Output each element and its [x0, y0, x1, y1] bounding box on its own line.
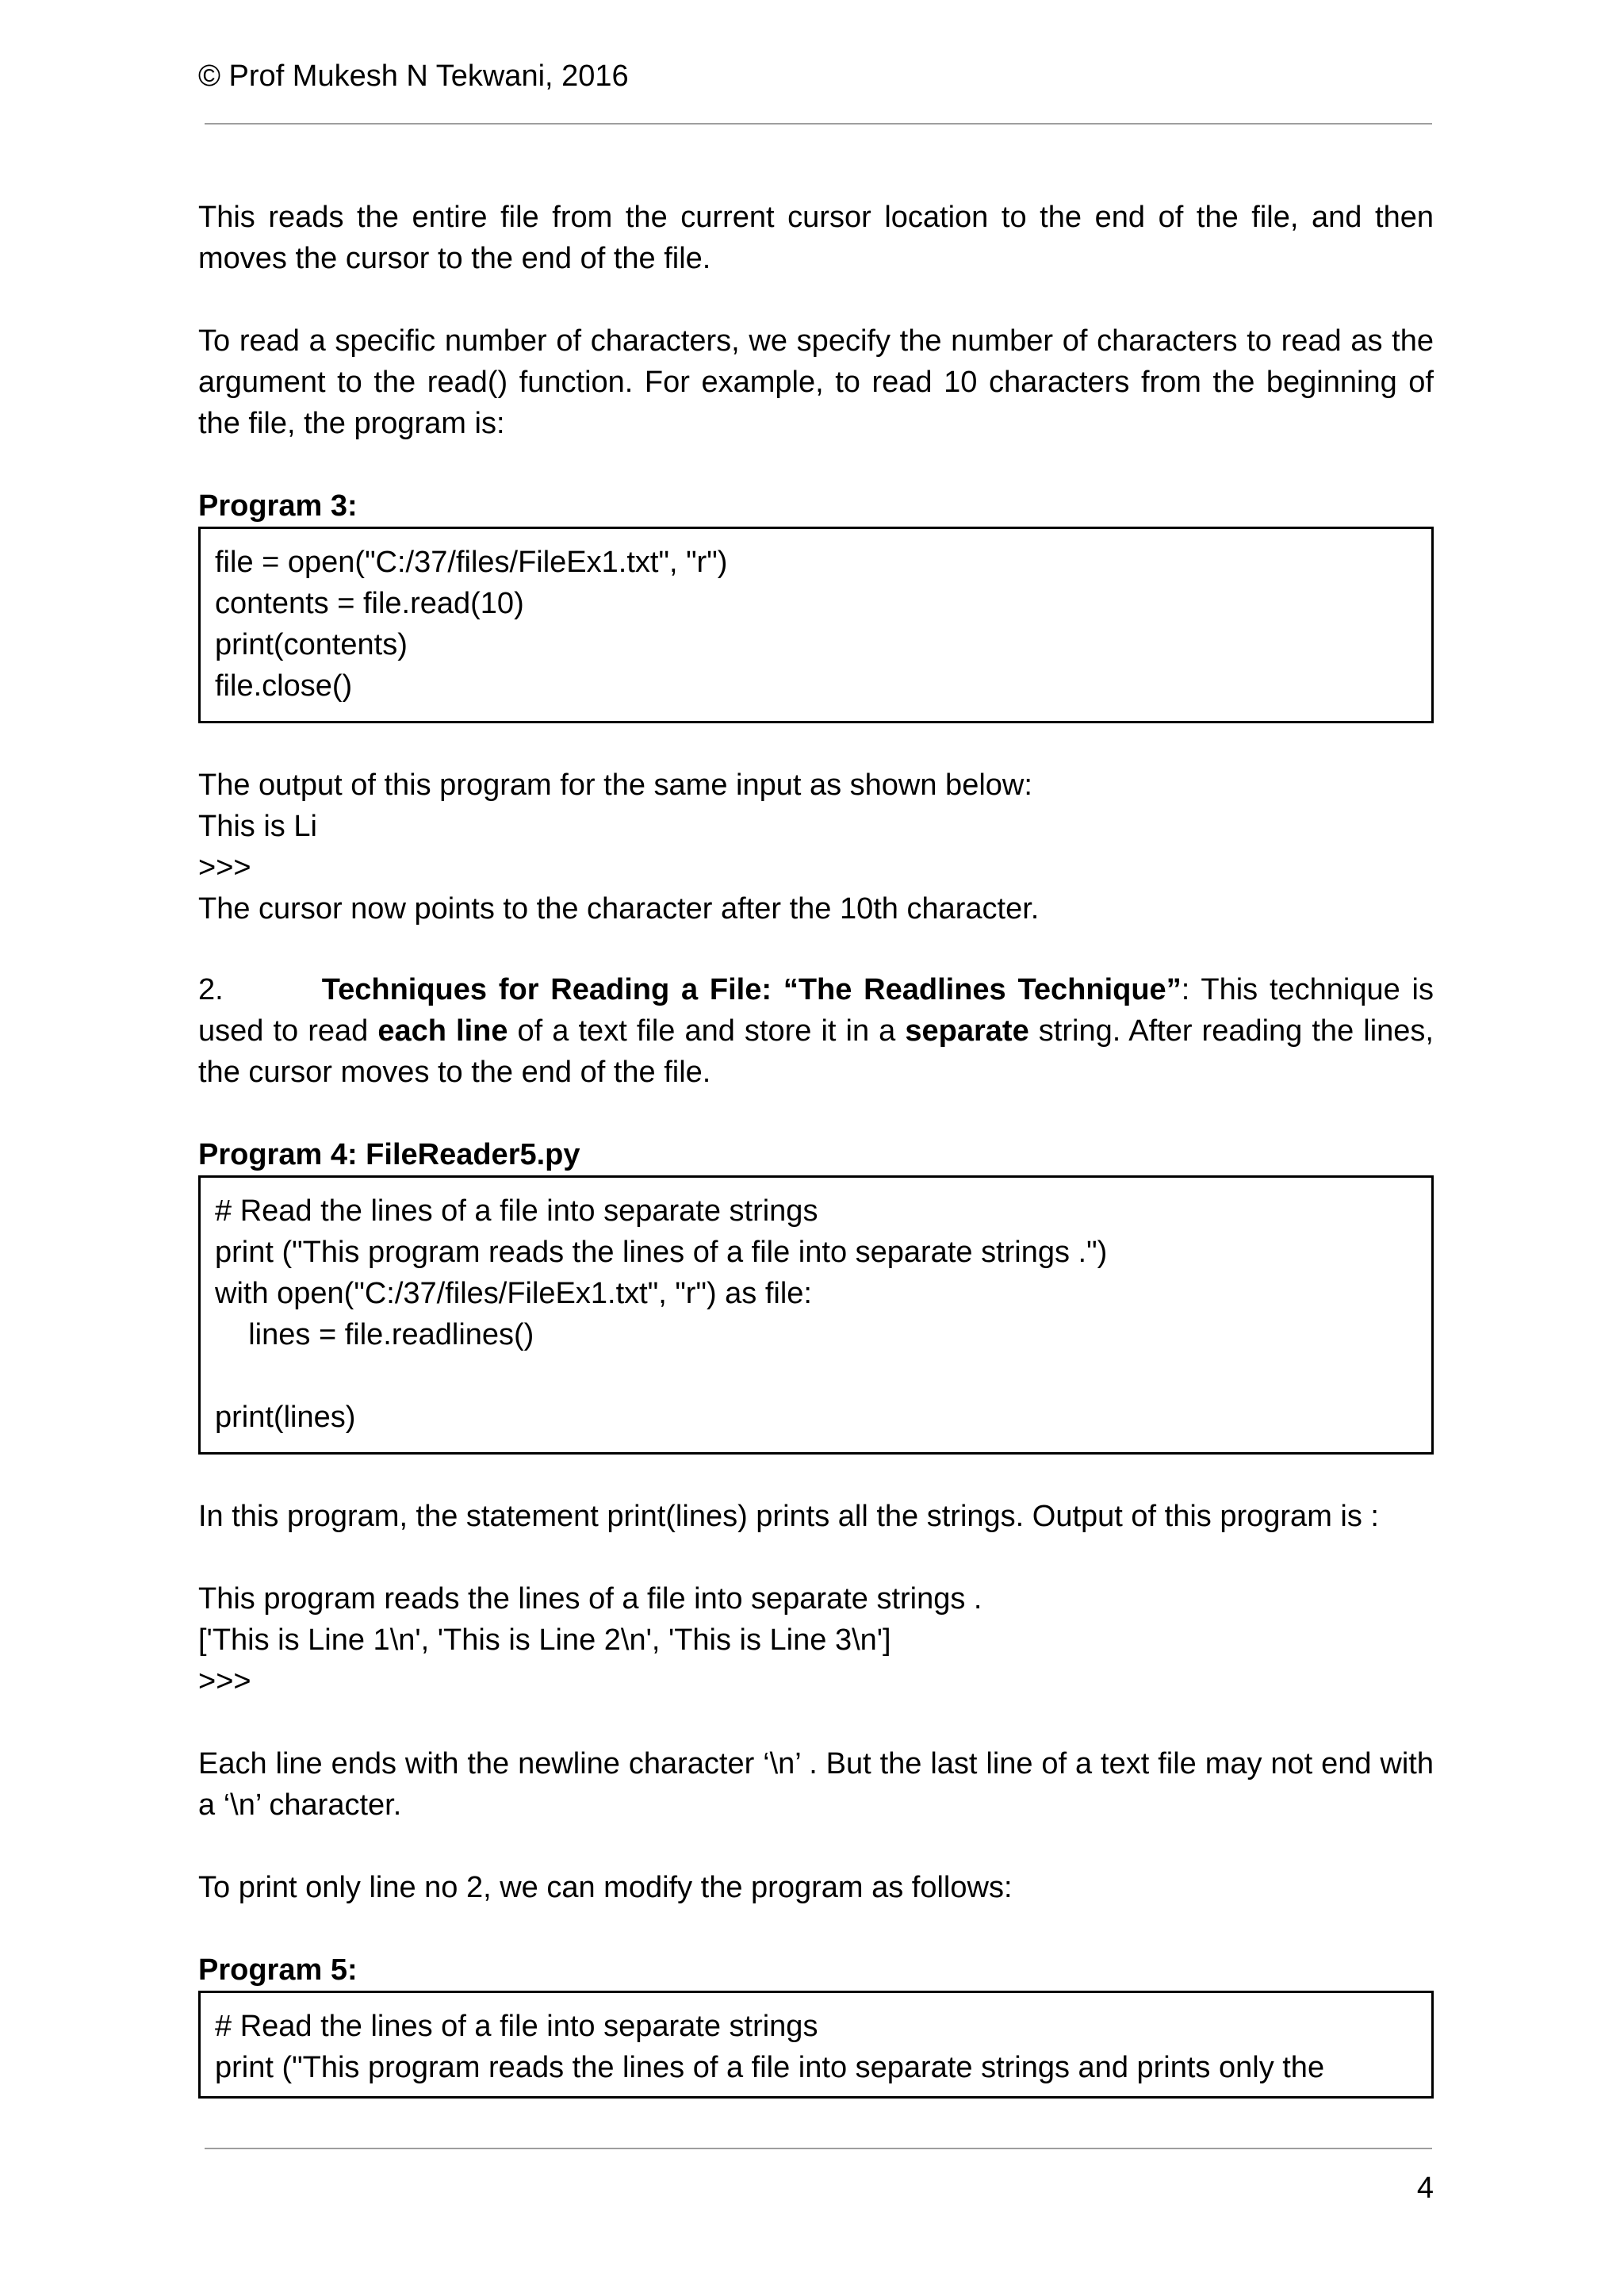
- output-line: This is Li: [198, 810, 317, 843]
- intro-paragraph-1: This reads the entire file from the current cursor location to the end of the file, and then moves the cursor to the end of the file.: [198, 201, 1434, 275]
- output-line: This program reads the lines of a file into separate strings .: [198, 1582, 982, 1616]
- program-4-output: [198, 1578, 1434, 1702]
- output-line: The cursor now points to the character after the 10th character.: [198, 892, 1040, 926]
- section-2-paragraph: 2. Techniques for Reading a File: “The Readlines Technique”: This technique is used to read each line of a text file and store it in a separate string. After reading the lines, the cursor moves to the end of the file.: [198, 973, 1434, 1089]
- modify-note: To print only line no 2, we can modify the program as follows:: [198, 1871, 1013, 1904]
- header-divider: [205, 123, 1432, 125]
- program-4-code-box: [198, 1175, 1434, 1455]
- footer-divider: [205, 2148, 1432, 2149]
- code-line: print ("This program reads the lines of a file into separate strings ."): [215, 1236, 1108, 1269]
- newline-note: Each line ends with the newline character ‘\n’ . But the last line of a text file may not end with a ‘\n’ character.: [198, 1747, 1434, 1822]
- page-number: 4: [1416, 2171, 1434, 2205]
- output-line: >>>: [198, 1665, 251, 1698]
- code-line: print(contents): [215, 628, 408, 661]
- code-line: with open("C:/37/files/FileEx1.txt", "r") as file:: [215, 1277, 812, 1310]
- code-line: file.close(): [215, 669, 353, 703]
- output-line: ['This is Line 1\n', 'This is Line 2\n', 'This is Line 3\n']: [198, 1623, 891, 1657]
- code-line: lines = file.readlines(): [215, 1318, 534, 1351]
- program-3-code-box: [198, 527, 1434, 723]
- code-line: contents = file.read(10): [215, 587, 524, 620]
- section-heading: Techniques for Reading a File: “The Readlines Technique”: [321, 973, 1182, 1006]
- program-4-output-intro: In this program, the statement print(lines) prints all the strings. Output of this program is :: [198, 1500, 1379, 1533]
- program-5-title: Program 5:: [198, 1953, 358, 1987]
- output-line: >>>: [198, 851, 251, 884]
- code-line: print(lines): [215, 1401, 356, 1434]
- program-4-title: Program 4: FileReader5.py: [198, 1138, 580, 1171]
- code-line: # Read the lines of a file into separate strings: [215, 2010, 818, 2043]
- code-line: print ("This program reads the lines of a file into separate strings and prints only the: [215, 2051, 1325, 2084]
- program-3-title: Program 3:: [198, 489, 358, 523]
- code-line: # Read the lines of a file into separate strings: [215, 1194, 818, 1228]
- intro-paragraph-2: To read a specific number of characters, we specify the number of characters to read as the argument to the read() function. For example, to read 10 characters from the beginning of the file, the program is:: [198, 324, 1434, 440]
- program-3-output: [198, 765, 1434, 930]
- code-line: file = open("C:/37/files/FileEx1.txt", "r"): [215, 546, 728, 579]
- section-number: 2.: [198, 973, 224, 1006]
- output-line: The output of this program for the same input as shown below:: [198, 769, 1032, 802]
- code-line: [215, 1355, 1417, 1397]
- program-5-code-box: [198, 1991, 1434, 2099]
- copyright-header: © Prof Mukesh N Tekwani, 2016: [198, 59, 629, 93]
